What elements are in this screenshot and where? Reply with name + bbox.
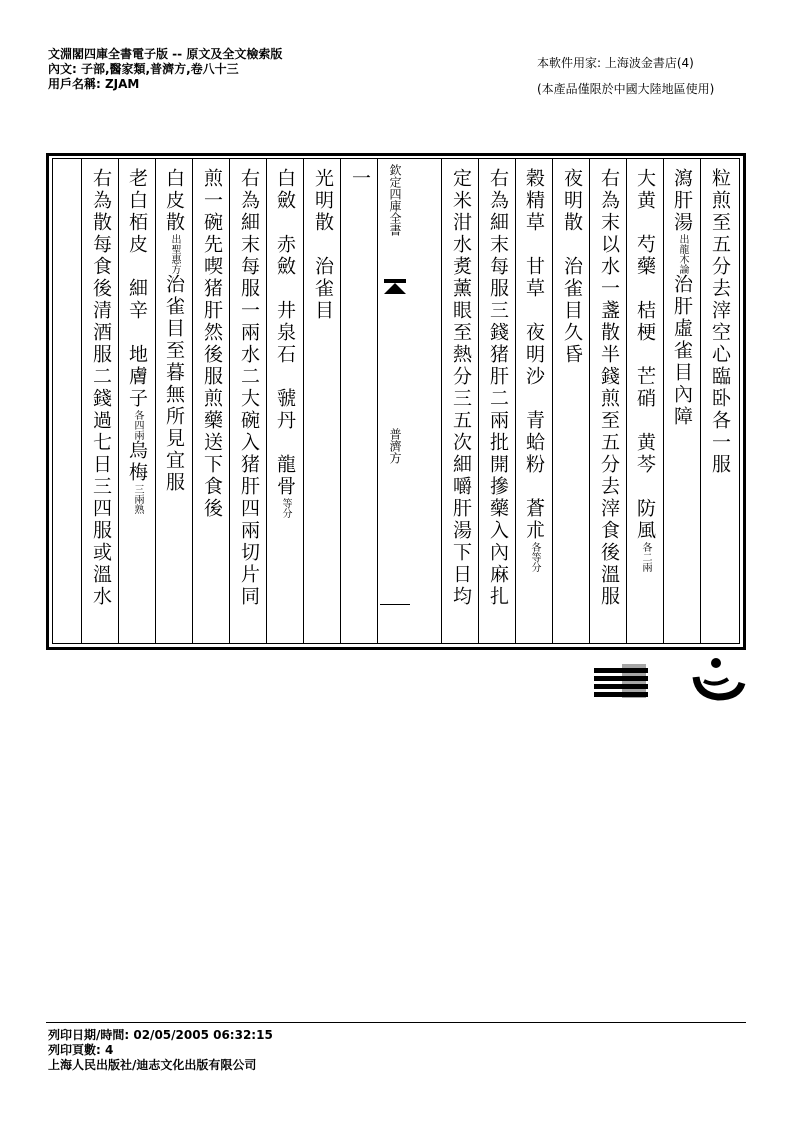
center-section-title: 普濟方 xyxy=(388,428,402,464)
text-column xyxy=(478,158,515,644)
main-text: 定米泔水煑薰眼至熱分三五次細嚼肝湯下日均 xyxy=(450,168,472,608)
text-column-content xyxy=(156,168,193,494)
main-text: 夜明散 治雀目久昏 xyxy=(561,168,583,366)
main-text: 粒煎至五分去滓空心臨卧各一服 xyxy=(709,168,731,476)
header-username: 用戶名稱: ZJAM xyxy=(48,77,140,91)
annotation-small-text: 出聖惠方 xyxy=(169,234,180,274)
main-text: 煎一碗先喫猪肝然後服煎藥送下食後 xyxy=(201,168,223,520)
text-column-content xyxy=(701,168,738,476)
main-text: 大黄 芍藥 桔梗 芒硝 黄芩 防風 xyxy=(634,168,656,542)
text-column xyxy=(118,158,155,644)
text-column xyxy=(303,158,340,644)
center-book-title: 欽定四庫全書 xyxy=(388,164,402,236)
main-text: 一 xyxy=(349,168,371,190)
footer-print-datetime: 列印日期/時間: 02/05/2005 06:32:15 xyxy=(48,1028,273,1042)
seal-stamp-left xyxy=(592,662,650,700)
text-column xyxy=(589,158,626,644)
header-left xyxy=(48,47,282,92)
main-text: 右為散每食後清酒服二錢過七日三四服或溫水 xyxy=(90,168,112,608)
center-column xyxy=(377,158,411,644)
text-column xyxy=(266,158,303,644)
header-content-path: 內文: 子部,醫家類,普濟方,卷八十三 xyxy=(48,62,239,76)
footer xyxy=(48,1028,273,1073)
text-column xyxy=(81,158,118,644)
text-column-content xyxy=(119,168,156,514)
center-divider xyxy=(380,604,410,605)
seal-stamp-right xyxy=(686,655,746,703)
footer-rule xyxy=(46,1022,746,1023)
text-column-content xyxy=(341,168,378,190)
annotation-small-text: 三兩熟 xyxy=(132,484,143,514)
text-column xyxy=(441,158,478,644)
header-licensee: 本軟件用家: 上海波金書店(4) xyxy=(537,56,694,70)
text-column-content xyxy=(82,168,119,608)
footer-publisher: 上海人民出版社/迪志文化出版有限公司 xyxy=(48,1058,257,1072)
text-column-content xyxy=(516,168,553,572)
footer-page-count: 列印頁數: 4 xyxy=(48,1043,114,1057)
annotation-small-text: 各二兩 xyxy=(640,542,651,572)
main-text: 白斂 赤斂 井泉石 虢丹 龍骨 xyxy=(274,168,296,498)
main-text: 右為細末每服一兩水二大碗入猪肝四兩切片同 xyxy=(238,168,260,608)
main-text: 光明散 治雀目 xyxy=(312,168,334,322)
text-column xyxy=(340,158,377,644)
annotation-small-text: 出龍木論 xyxy=(677,234,688,274)
text-column xyxy=(229,158,266,644)
annotation-small-text: 等分 xyxy=(280,498,291,518)
main-text: 右為末以水一盞散半錢煎至五分去滓食後溫服 xyxy=(598,168,620,608)
text-column-content xyxy=(590,168,627,608)
annotation-small-text: 各四兩 xyxy=(132,410,143,440)
text-column-content xyxy=(230,168,267,608)
text-column xyxy=(192,158,229,644)
main-text: 烏梅 xyxy=(126,440,148,484)
main-text: 右為細末每服三錢猪肝二兩批開摻藥入內麻扎 xyxy=(487,168,509,608)
main-text: 治肝虛雀目內障 xyxy=(671,274,693,428)
main-text: 老白栢皮 細辛 地膚子 xyxy=(126,168,148,410)
text-column-content xyxy=(627,168,664,572)
text-column-content xyxy=(442,168,479,608)
header-region-note: (本產品僅限於中國大陸地區使用) xyxy=(537,82,715,96)
text-column xyxy=(155,158,192,644)
main-text: 穀精草 甘草 夜明沙 青蛤粉 蒼朮 xyxy=(523,168,545,542)
header-right xyxy=(537,50,714,102)
main-text: 白皮散 xyxy=(163,168,185,234)
main-text: 瀉肝湯 xyxy=(671,168,693,234)
text-column-content xyxy=(479,168,516,608)
main-text: 治雀目至暮無所見宜服 xyxy=(163,274,185,494)
text-column-content xyxy=(304,168,341,322)
text-column-content xyxy=(553,168,590,366)
text-column xyxy=(663,158,700,644)
fishtail-notch xyxy=(384,283,406,294)
text-column xyxy=(515,158,552,644)
text-column xyxy=(700,158,737,644)
text-column-content xyxy=(664,168,701,428)
text-column-content xyxy=(267,168,304,518)
text-column xyxy=(552,158,589,644)
annotation-small-text: 各等分 xyxy=(529,542,540,572)
text-column xyxy=(626,158,663,644)
text-column-content xyxy=(193,168,230,520)
header-title: 文淵閣四庫全書電子版 -- 原文及全文檢索版 xyxy=(48,47,283,61)
